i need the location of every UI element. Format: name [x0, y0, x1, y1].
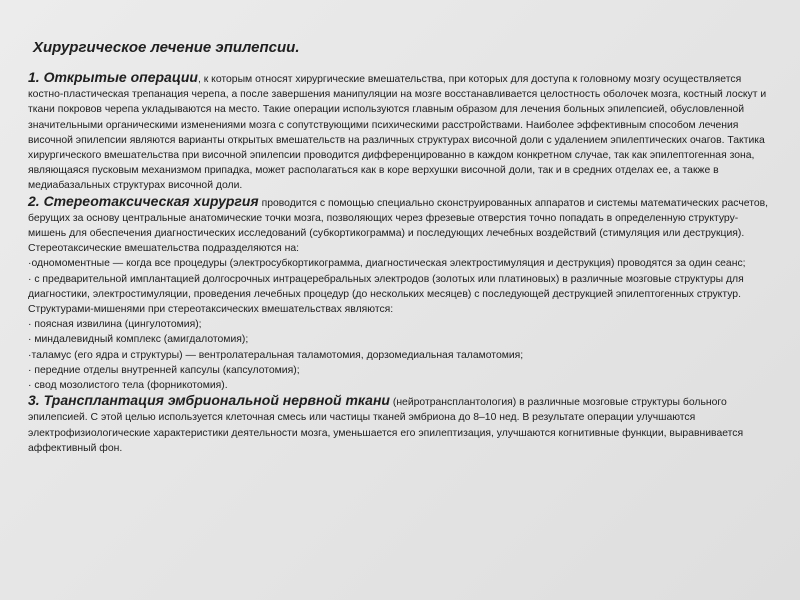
section-3 [28, 393, 772, 456]
section-3-heading: 3. Трансплантация эмбриональной нервной ткани [28, 392, 390, 409]
section-2-line: · передние отделы внутренней капсулы (капсулотомия); [28, 364, 300, 376]
section-2-line: · поясная извилина (цингулотомия); [28, 319, 202, 331]
section-2-line: Структурами-мишенями при стереотаксических вмешательствах являются: [28, 304, 394, 316]
section-2-line: ·таламус (его ядра и структуры) — вентролатеральная таламотомия, дорзомедиальная таламотомия; [28, 349, 524, 361]
section-2-line: ·одномоментные — когда все процедуры (электросубкортикограмма, диагностическая электростимуляция и деструкция) проводятся за один сеанс; [28, 258, 746, 270]
section-1-text: , к которым относят хирургические вмешательства, при которых для доступа к головному мозгу осуществляется костно-пластическая трепанация черепа, а после завершения манипуляции на мозге восстанавливается целостность оболочек мозга, костный лоскут и ткани покровов черепа укладываются на место. Такие операции используются главным образом для лечения больных эпилепсией, обусловленной значительными органическими изменениями мозга с сопутствующими психическими расстройствами. Наиболее эффективным способом лечения височной эпилепсии являются варианты открытых вмешательств на различных структурах височной доли с удалением эпилептических очагов. Тактика хирургического вмешательства при височной эпилепсии проводится дифференцированно в каждом конкретном случае, так как эпилептогенная зона, являющаяся пусковым механизмом припадка, может располагаться как в коре верхушки височной доли, так и в средних отделах ее, а также в медиабазальных структурах височной доли. [28, 74, 767, 192]
section-1 [28, 70, 772, 194]
section-3-text: (нейротрансплантология) в различные мозговые структуры больного эпилепсией. С этой целью используется клеточная смесь или частицы тканей эмбриона до 8–10 нед. В результате операции улучшаются электрофизиологические характеристики деятельности мозга, уменьшается его эпилептизация, улучшаются когнитивные функции, выравнивается аффективный фон. [28, 397, 744, 454]
section-2-text: проводится с помощью специально сконструированных аппаратов и системы математических расчетов, берущих за основу центральные анатомические точки мозга, позволяющих через фрезевые отверстия точно попадать в определенную структуру-мишень для обеспечения диагностических исследований (субкортикограмма) и последующих лечебных воздействий (стимуляция или деструкция). [28, 197, 769, 240]
section-2-line: · свод мозолистого тела (форникотомия). [28, 380, 228, 392]
section-2-line: · миндалевидный комплекс (амигдалотомия); [28, 334, 249, 346]
section-2-line: Стереотаксические вмешательства подразделяются на: [28, 243, 300, 255]
section-2-heading: 2. Стереотаксическая хирургия [28, 192, 259, 209]
slide-content [28, 38, 772, 456]
section-1-heading: 1. Открытые операции [28, 69, 198, 85]
page-title: Хирургическое лечение эпилепсии. [33, 39, 300, 56]
section-2-line: · с предварительной имплантацией долгосрочных интрацеребральных электродов (золотых или платиновых) в различные мозговые структуры для диагностики, электростимуляции, проведения лечебных процедур (до нескольких месяцев) с последующей деструкцией эпилептогенных структур. [28, 273, 744, 300]
section-2 [28, 194, 772, 242]
